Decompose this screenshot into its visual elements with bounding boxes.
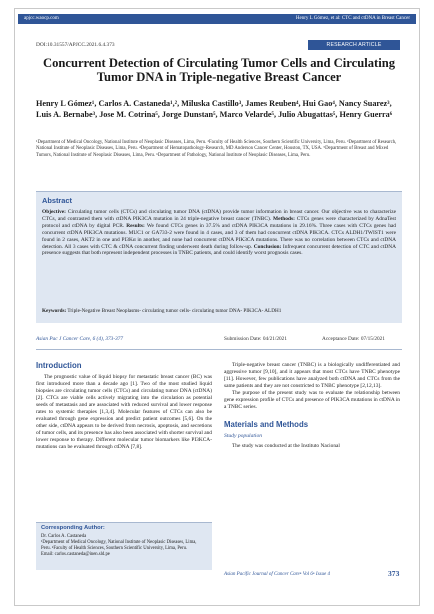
corresponding-email[interactable]: Email: carlos.castaneda@inen.sld.pe — [41, 551, 110, 557]
left-column — [36, 362, 212, 451]
results-label: Results: — [126, 222, 145, 229]
author-list: Henry L Gómez¹, Carlos A. Castaneda¹,², Miluska Castillo³, James Reuben⁴, Hui Gao⁴, Nancy Suarez³, Luis A. Bernabe³, Jose M. Cotrina⁵, Jorge Dunstan⁵, Marco Velarde⁵, Julio Abugattas⁵, Henry Guerra⁶ — [36, 99, 393, 119]
methods-text: CTCs genes were characterized by AdnaTest protocol and ctDNA by digital PCR. — [42, 215, 396, 229]
article-title: Concurrent Detection of Circulating Tumor Cells and Circulating Tumor DNA in Triple-negative Breast Cancer — [42, 56, 396, 84]
introduction-heading: Introduction — [36, 361, 82, 370]
methods-label: Methods: — [273, 215, 295, 222]
methods-heading: Materials and Methods — [224, 420, 309, 429]
doi-text[interactable]: DOI:10.31557/APJCC.2021.6.4.373 — [36, 42, 115, 48]
keywords-text: Triple-Negative Breast Neoplasms- circulating tumor cells- circulating tumor DNA- PIK3CA- ALDH1 — [66, 308, 282, 314]
objective-label: Objective: — [42, 209, 66, 215]
header-site[interactable]: apjcc.waocp.com — [24, 16, 59, 21]
right-column — [224, 362, 400, 450]
corresponding-author-box — [36, 522, 212, 570]
study-population-subheading: Study population — [224, 433, 263, 439]
abstract-text — [42, 209, 396, 257]
body-paragraph-1: Triple-negative breast cancer (TNBC) is a biologically undifferentiated and aggressive tumor [9,10], and it appears that most CTCs have TNBC phenotype [11]. However, few publications have analyzed both ctDNA and CTCs from the same patients and they are not constricted to TNBC phenotype [2,12,13]. — [224, 362, 400, 389]
header-running-title: Henry L Gómez, et al: CTC and ctDNA in Breast Cancer — [295, 16, 410, 21]
footer-journal: Asian Pacific Journal of Cancer Care• Vol 6• Issue 4 — [224, 572, 330, 577]
body-paragraph-3: The study was conducted at the Instituto Nacional — [232, 443, 340, 449]
corresponding-name: Dr. Carlos A. Castaneda — [41, 533, 87, 539]
introduction-paragraph: The prognostic value of liquid biopsy for metastatic breast cancer (BC) was first introduced more than a decade ago [1]. Two of the most studied liquid biopsies are circulating tumor cells (CTCs) and circulating tumor DNA (ctDNA) [2]. CTCs are viable cells actively migrating into the circulation as potential seeds of metastasis and are associated with reduced survival and lower response rates to systemic therapies [1,3,4]. Molecular features of CTCs can also be evaluated through gene expression and predict patient outcomes [5,6]. On the other side, ctDNA appears to be derived from necrosis, apoptosis, and secretions of tumor cells, and its presence has also been associated with shorter survival and lower response to therapy. Different molecular tumor biomarkers like PI3KCA-mutations can be evaluated through ctDNA [7,8]. — [36, 374, 212, 450]
article-type-badge: RESEARCH ARTICLE — [308, 40, 400, 50]
keywords — [42, 308, 396, 315]
body-paragraph-2: The purpose of the present study was to evaluate the relationship between gene expression profile of CTCs and presence of PIK3CA mutations in ctDNA in a TNBC series. — [224, 390, 400, 410]
corresponding-affiliation: ¹Department of Medical Oncology, National Institute of Neoplasic Diseases, Lima, Peru. ²Faculty of Health Sciences, Southern Scientific University, Lima, Peru. — [41, 539, 197, 551]
journal-citation: Asian Pac J Cancer Care, 6 (4), 373-377 — [36, 336, 124, 342]
submission-date: Submission Date: 04/21/2021 — [224, 336, 287, 342]
results-text: We found CTCs genes in 37.5% and ctDNA PIK3CA mutations in 29.16%. Three cases with CTCs genes had concurrent ctDNA PIK3CA mutations. MUC1 or GA733-2 were found in 4 cases, and 3 of them had concurrent ctDNA PIK3CA. CTCs ALDH1/TWIST1 were found in 2 cases, AKT2 in one and PI3Kα in another, and none had concurrent ctDNA PIK3CA mutations. There was no correlation between CTCs and ctDNA detection. All 3 cases with CTC & cDNA concurrent finding underwent death during follow-up. — [42, 222, 397, 250]
abstract-box — [36, 191, 402, 323]
page-number: 373 — [388, 569, 400, 578]
corresponding-heading: Corresponding Author: — [41, 525, 105, 531]
keywords-label: Keywords: — [42, 308, 67, 314]
conclusion-text: Infrequent concurrent detection of CTC and ctDNA presence suggests that both represent independent processes in TNBC patients, and could identify worst prognosis cases. — [42, 243, 396, 257]
running-header — [18, 14, 416, 24]
article-meta — [36, 330, 402, 350]
objective-text: Circulating tumor cells (CTCs) and circulating tumor DNA (ctDNA) provide tumor information in breast cancer. Our objective was to characterize CTCs, and contrasted them with ctDNA PIK3CA mutation in 24 triple-negative breast cancer (TNBC). — [42, 209, 396, 222]
abstract-heading: Abstract — [42, 196, 72, 205]
conclusion-label: Conclusion: — [253, 243, 282, 250]
acceptance-date: Acceptance Date: 07/15/2021 — [322, 336, 385, 342]
affiliations: ¹Department of Medical Oncology, National Institute of Neoplasic Diseases, Lima, Peru. ²Faculty of Health Sciences, Southern Scientific University, Lima, Peru. ³Department of Research, National Institute of Neoplasic Diseases, Lima, Peru. ⁴Department of Hematopathology-Research, MD Anderson Cancer Center, Houston, TX, USA. ⁵Department of Breast and Mixed Tumors, National Institute of Neoplasic Diseases, Lima, Peru. ⁶Department of Pathology, National Institute of Neoplasic Diseases, Lima, Peru. — [36, 140, 397, 158]
